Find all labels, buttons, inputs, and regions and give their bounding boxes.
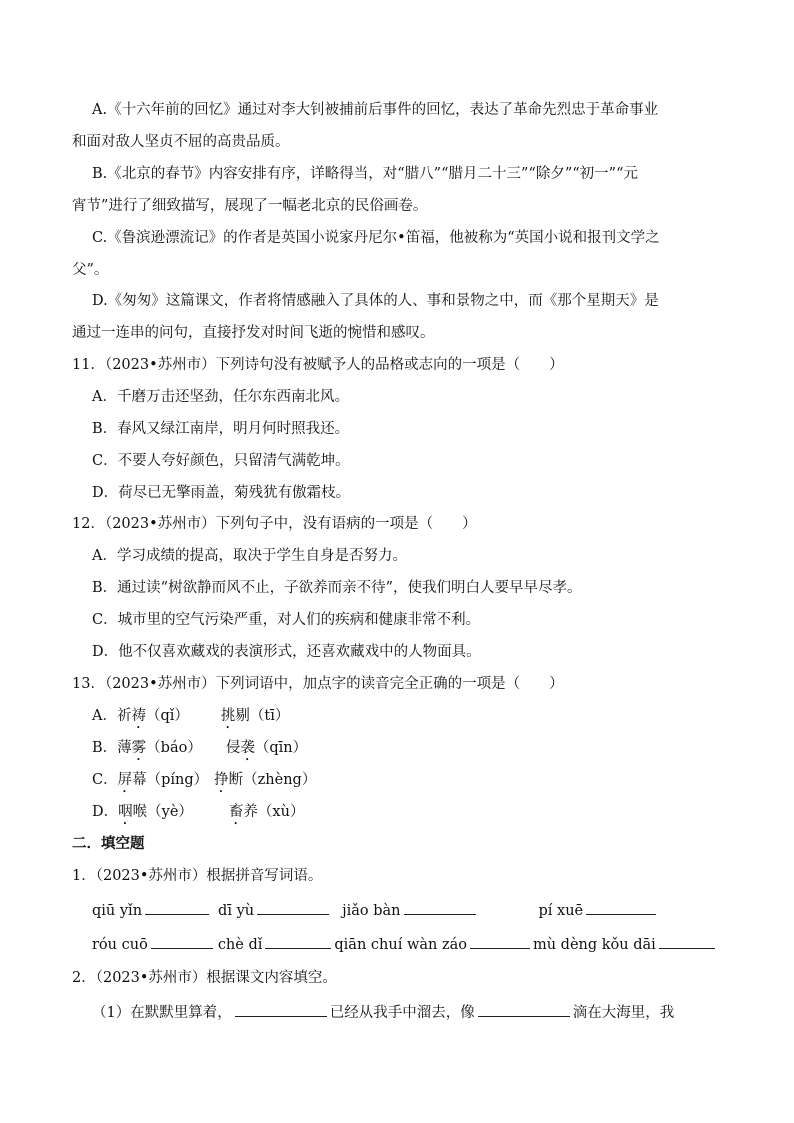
q10-option-a-line2: 和面对敌人坚贞不屈的高贵品质。 — [72, 134, 290, 150]
q12-stem: 12．（2023•苏州市）下列句子中，没有语病的一项是（ ） — [72, 516, 477, 532]
answer-blank[interactable] — [257, 900, 329, 915]
answer-blank[interactable] — [145, 900, 209, 915]
q13-word-char: 侵 — [225, 740, 241, 756]
q13-option-c — [92, 770, 316, 796]
fill2-text: 已经从我手中溜去，像 — [329, 1005, 475, 1021]
q12-option-c: C．城市里的空气污染严重，对人们的疾病和健康非常不利。 — [92, 612, 481, 628]
fill2-text: （1）在默默里算着， — [92, 1005, 232, 1021]
q13-dotted-char: 祷 — [131, 708, 146, 724]
q13-pinyin: （píng） — [146, 772, 209, 788]
answer-blank[interactable] — [151, 934, 213, 949]
answer-blank[interactable] — [404, 900, 476, 915]
fill1-stem: 1．（2023•苏州市）根据拼音写词语。 — [72, 868, 323, 884]
q13-option-b — [92, 738, 307, 764]
q13-dotted-char: 畜 — [228, 804, 244, 820]
q12-option-d: D．他不仅喜欢藏戏的表演形式，还喜欢藏戏中的人物面具。 — [92, 644, 481, 660]
q13-option-d-label: D． — [92, 804, 119, 820]
q11-option-c: C．不要人夸好颜色，只留清气满乾坤。 — [92, 453, 350, 469]
q13-word-char: 祈 — [116, 708, 132, 724]
q13-dotted-char: 挑 — [220, 708, 236, 724]
fill1-row2 — [92, 934, 718, 955]
q10-option-d-line1: D.《匆匆》这篇课文，作者将情感融入了具体的人、事和景物之中，而《那个星期天》是 — [92, 293, 659, 309]
q11-option-d: D．荷尽已无擎雨盖，菊残犹有傲霜枝。 — [92, 485, 351, 501]
q13-dotted-char: 袭 — [240, 740, 255, 756]
pinyin-prompt: dī yù — [218, 903, 255, 919]
q13-word-char: 断 — [228, 772, 244, 788]
pinyin-prompt: qiū yǐn — [92, 903, 143, 919]
fill1-row1 — [92, 900, 659, 921]
fill2-item1 — [92, 1002, 674, 1023]
q13-option-d — [92, 802, 304, 828]
q13-pinyin: （qǐ） — [145, 708, 189, 724]
q13-pinyin: （yè） — [147, 804, 193, 820]
q13-option-a — [92, 706, 289, 732]
q13-dotted-char: 雾 — [131, 740, 147, 756]
q12-option-b: B．通过读“树欲静而风不止，子欲养而亲不待”，使我们明白人要早早尽孝。 — [92, 580, 582, 596]
pinyin-prompt: pí xuē — [538, 903, 584, 919]
fill2-stem: 2．（2023•苏州市）根据课文内容填空。 — [72, 970, 337, 986]
q10-option-d-line2: 通过一连串的问句，直接抒发对时间飞逝的惋惜和感叹。 — [72, 325, 435, 341]
fill2-text: 滴在大海里，我 — [572, 1005, 675, 1021]
q13-option-a-label: A． — [92, 708, 117, 724]
q13-stem: 13．（2023•苏州市）下列词语中，加点字的读音完全正确的一项是（ ） — [72, 676, 564, 692]
q11-option-b: B．春风又绿江南岸，明月何时照我还。 — [92, 421, 350, 437]
q13-pinyin: （qīn） — [254, 740, 308, 756]
q12-option-a: A．学习成绩的提高，取决于学生自身是否努力。 — [92, 548, 407, 564]
pinyin-prompt: róu cuō — [92, 937, 148, 953]
section-title-fill-in: 二．填空题 — [72, 835, 145, 852]
q10-option-b-line2: 宵节”进行了细致描写，展现了一幅老北京的民俗画卷。 — [72, 198, 428, 214]
q13-word-char: 幕 — [132, 772, 147, 788]
q13-dotted-char: 屏 — [117, 772, 133, 788]
q13-word-char: 养 — [243, 804, 258, 820]
q13-word-char: 剔 — [235, 708, 250, 724]
q13-pinyin: （tī） — [249, 708, 290, 724]
q13-dotted-char: 挣 — [214, 772, 229, 788]
q10-option-c-line1: C.《鲁滨逊漂流记》的作者是英国小说家丹尼尔•笛福，他被称为“英国小说和报刊文学之 — [92, 230, 660, 246]
q13-dotted-char: 咽 — [118, 804, 133, 820]
q10-option-a-line1: A.《十六年前的回忆》通过对李大钊被捕前后事件的回忆，表达了革命先烈忠于革命事业 — [92, 102, 659, 118]
answer-blank[interactable] — [235, 1002, 327, 1017]
q11-option-a: A．千磨万击还坚劲，任尔东西南北风。 — [92, 389, 349, 405]
pinyin-prompt: jiǎo bàn — [342, 903, 401, 919]
q13-option-b-label: B． — [92, 740, 118, 756]
q13-pinyin: （báo） — [146, 740, 202, 756]
q13-word-char: 喉 — [132, 804, 148, 820]
answer-blank[interactable] — [478, 1002, 570, 1017]
q13-pinyin: （zhèng） — [243, 772, 317, 788]
pinyin-prompt: mù dèng kǒu dāi — [532, 937, 656, 953]
answer-blank[interactable] — [265, 934, 331, 949]
q11-stem: 11．（2023•苏州市）下列诗句没有被赋予人的品格或志向的一项是（ ） — [72, 357, 564, 373]
q10-option-c-line2: 父”。 — [72, 262, 109, 278]
answer-blank[interactable] — [586, 900, 656, 915]
q13-pinyin: （xù） — [257, 804, 305, 820]
pinyin-prompt: chè dǐ — [217, 937, 263, 953]
answer-blank[interactable] — [659, 934, 715, 949]
q13-word-char: 薄 — [117, 740, 132, 756]
q10-option-b-line1: B.《北京的春节》内容安排有序，详略得当，对“腊八”“腊月二十三”“除夕”“初一”“元 — [92, 166, 638, 182]
pinyin-prompt: qiān chuí wàn záo — [334, 937, 467, 953]
q13-option-c-label: C． — [92, 772, 118, 788]
answer-blank[interactable] — [470, 934, 530, 949]
